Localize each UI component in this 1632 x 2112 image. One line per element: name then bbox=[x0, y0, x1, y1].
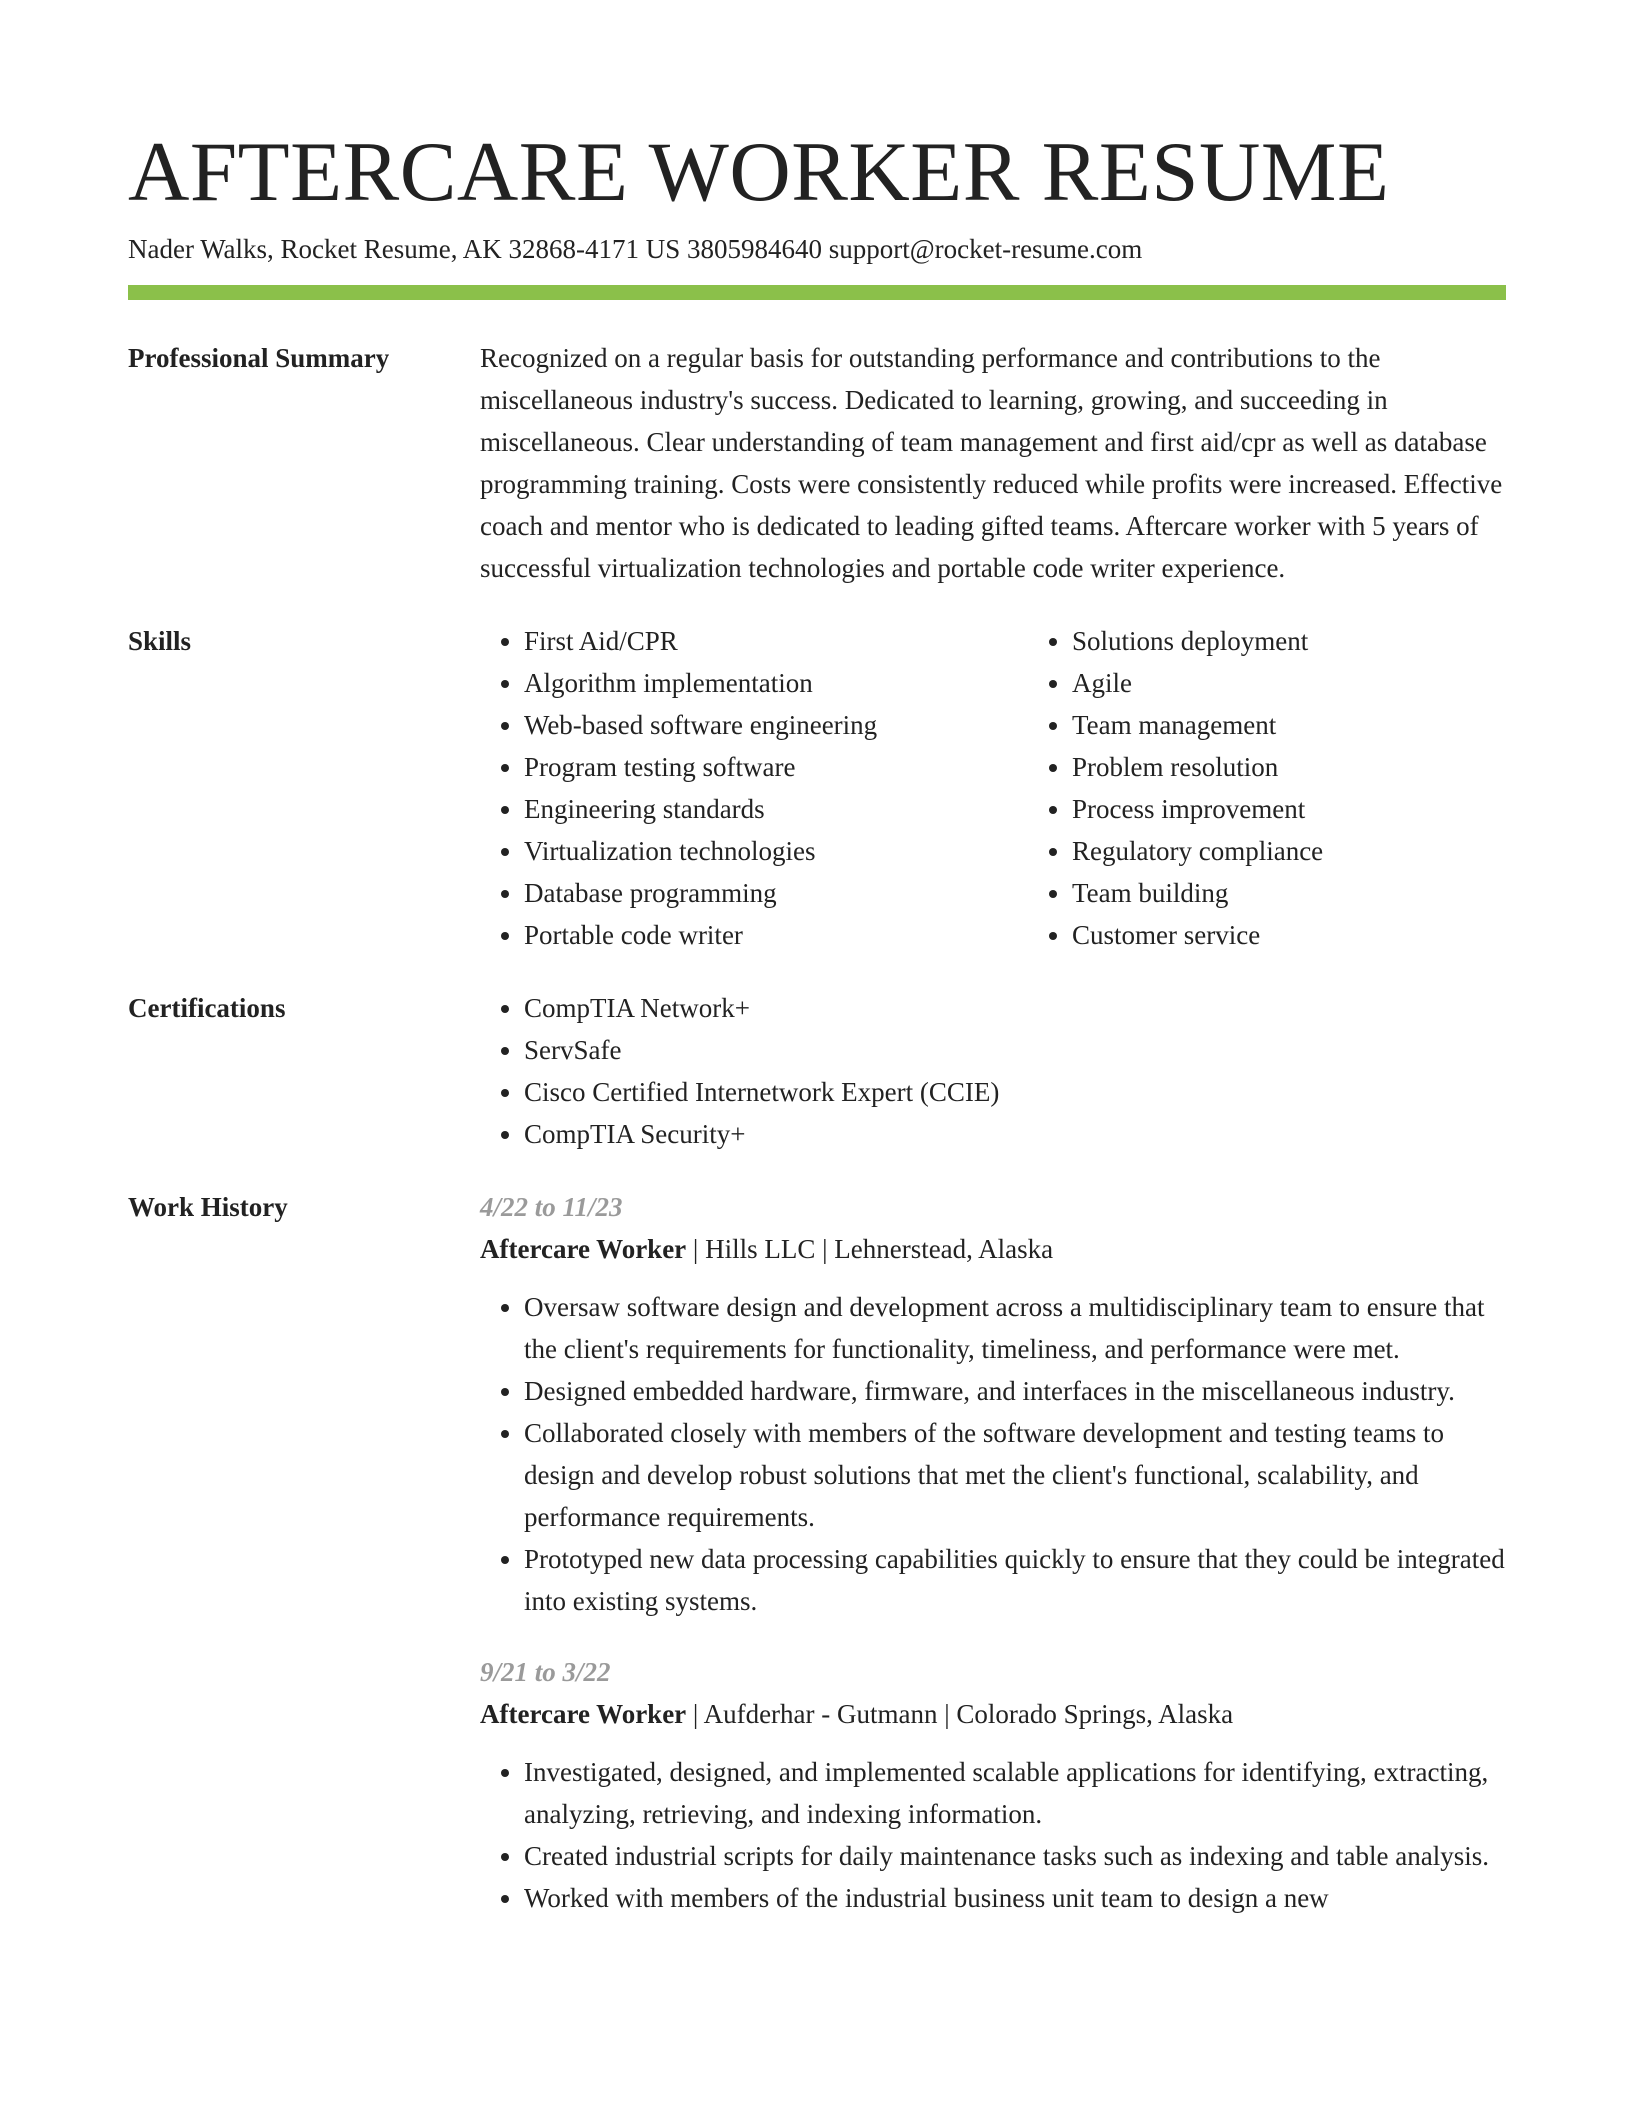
skills-list-right bbox=[1028, 620, 1323, 956]
job-title: Aftercare Worker bbox=[480, 1699, 687, 1729]
job-bullet: • Oversaw software design and development across a multidisciplinary team to ensure that the client's requirements for functionality, timeliness, and performance were met. bbox=[524, 1286, 1506, 1370]
job-bullets bbox=[480, 1286, 1506, 1622]
job-heading bbox=[480, 1693, 1506, 1735]
skill-item: • Process improvement bbox=[1072, 788, 1323, 830]
skills-label: Skills bbox=[128, 626, 192, 656]
skills-section bbox=[128, 620, 1506, 956]
work-history-label: Work History bbox=[128, 1192, 288, 1222]
accent-divider bbox=[128, 285, 1506, 300]
skill-item: • Problem resolution bbox=[1072, 746, 1323, 788]
certification-item: • Cisco Certified Internetwork Expert (CCIE) bbox=[524, 1071, 1506, 1113]
skills-columns bbox=[480, 620, 1506, 956]
skill-item: • Team management bbox=[1072, 704, 1323, 746]
summary-label: Professional Summary bbox=[128, 343, 390, 373]
job-bullet: • Designed embedded hardware, firmware, and interfaces in the miscellaneous industry. bbox=[524, 1370, 1506, 1412]
job-title: Aftercare Worker bbox=[480, 1234, 687, 1264]
job-entry bbox=[480, 1651, 1506, 1919]
skill-item: • Team building bbox=[1072, 872, 1323, 914]
work-history-section bbox=[128, 1186, 1506, 1919]
skill-item: • Portable code writer bbox=[524, 914, 1028, 956]
job-dates: 4/22 to 11/23 bbox=[480, 1192, 623, 1222]
job-bullet: • Worked with members of the industrial business unit team to design a new bbox=[524, 1877, 1506, 1919]
job-details: | Aufderhar - Gutmann | Colorado Springs, Alaska bbox=[686, 1699, 1234, 1729]
certifications-section bbox=[128, 987, 1506, 1155]
skill-item: • Engineering standards bbox=[524, 788, 1028, 830]
certifications-label: Certifications bbox=[128, 993, 286, 1023]
job-bullet: • Prototyped new data processing capabilities quickly to ensure that they could be integrated into existing systems. bbox=[524, 1538, 1506, 1622]
skills-list-left bbox=[480, 620, 1028, 956]
skill-item: • Web-based software engineering bbox=[524, 704, 1028, 746]
job-details: | Hills LLC | Lehnerstead, Alaska bbox=[686, 1234, 1054, 1264]
certifications-list bbox=[480, 987, 1506, 1155]
skill-item: • First Aid/CPR bbox=[524, 620, 1028, 662]
summary-section bbox=[128, 337, 1506, 589]
job-bullet: • Collaborated closely with members of the software development and testing teams to design and develop robust solutions that met the client's functional, scalability, and performance requirements. bbox=[524, 1412, 1506, 1538]
skill-item: • Virtualization technologies bbox=[524, 830, 1028, 872]
resume-page bbox=[128, 0, 1506, 1919]
contact-line: Nader Walks, Rocket Resume, AK 32868-4171 US 3805984640 support@rocket-resume.com bbox=[128, 234, 1143, 264]
skill-item: • Algorithm implementation bbox=[524, 662, 1028, 704]
skill-item: • Solutions deployment bbox=[1072, 620, 1323, 662]
certification-item: • ServSafe bbox=[524, 1029, 1506, 1071]
job-bullet: • Created industrial scripts for daily maintenance tasks such as indexing and table analysis. bbox=[524, 1835, 1506, 1877]
certification-item: • CompTIA Security+ bbox=[524, 1113, 1506, 1155]
job-bullets bbox=[480, 1751, 1506, 1919]
skill-item: • Program testing software bbox=[524, 746, 1028, 788]
skill-item: • Customer service bbox=[1072, 914, 1323, 956]
resume-title: AFTERCARE WORKER RESUME bbox=[128, 125, 1390, 219]
job-dates: 9/21 to 3/22 bbox=[480, 1657, 611, 1687]
job-entry bbox=[480, 1186, 1506, 1622]
job-bullet: • Investigated, designed, and implemented scalable applications for identifying, extracting, analyzing, retrieving, and indexing information. bbox=[524, 1751, 1506, 1835]
skill-item: • Database programming bbox=[524, 872, 1028, 914]
skill-item: • Agile bbox=[1072, 662, 1323, 704]
summary-text: Recognized on a regular basis for outstanding performance and contributions to the miscellaneous industry's success. Dedicated to learning, growing, and succeeding in miscellaneous. Clear understanding of team management and first aid/cpr as well as database programming training. Costs were consistently reduced while profits were increased. Effective coach and mentor who is dedicated to leading gifted teams. Aftercare worker with 5 years of successful virtualization technologies and portable code writer experience. bbox=[480, 343, 1503, 583]
certification-item: • CompTIA Network+ bbox=[524, 987, 1506, 1029]
job-heading bbox=[480, 1228, 1506, 1270]
skill-item: • Regulatory compliance bbox=[1072, 830, 1323, 872]
